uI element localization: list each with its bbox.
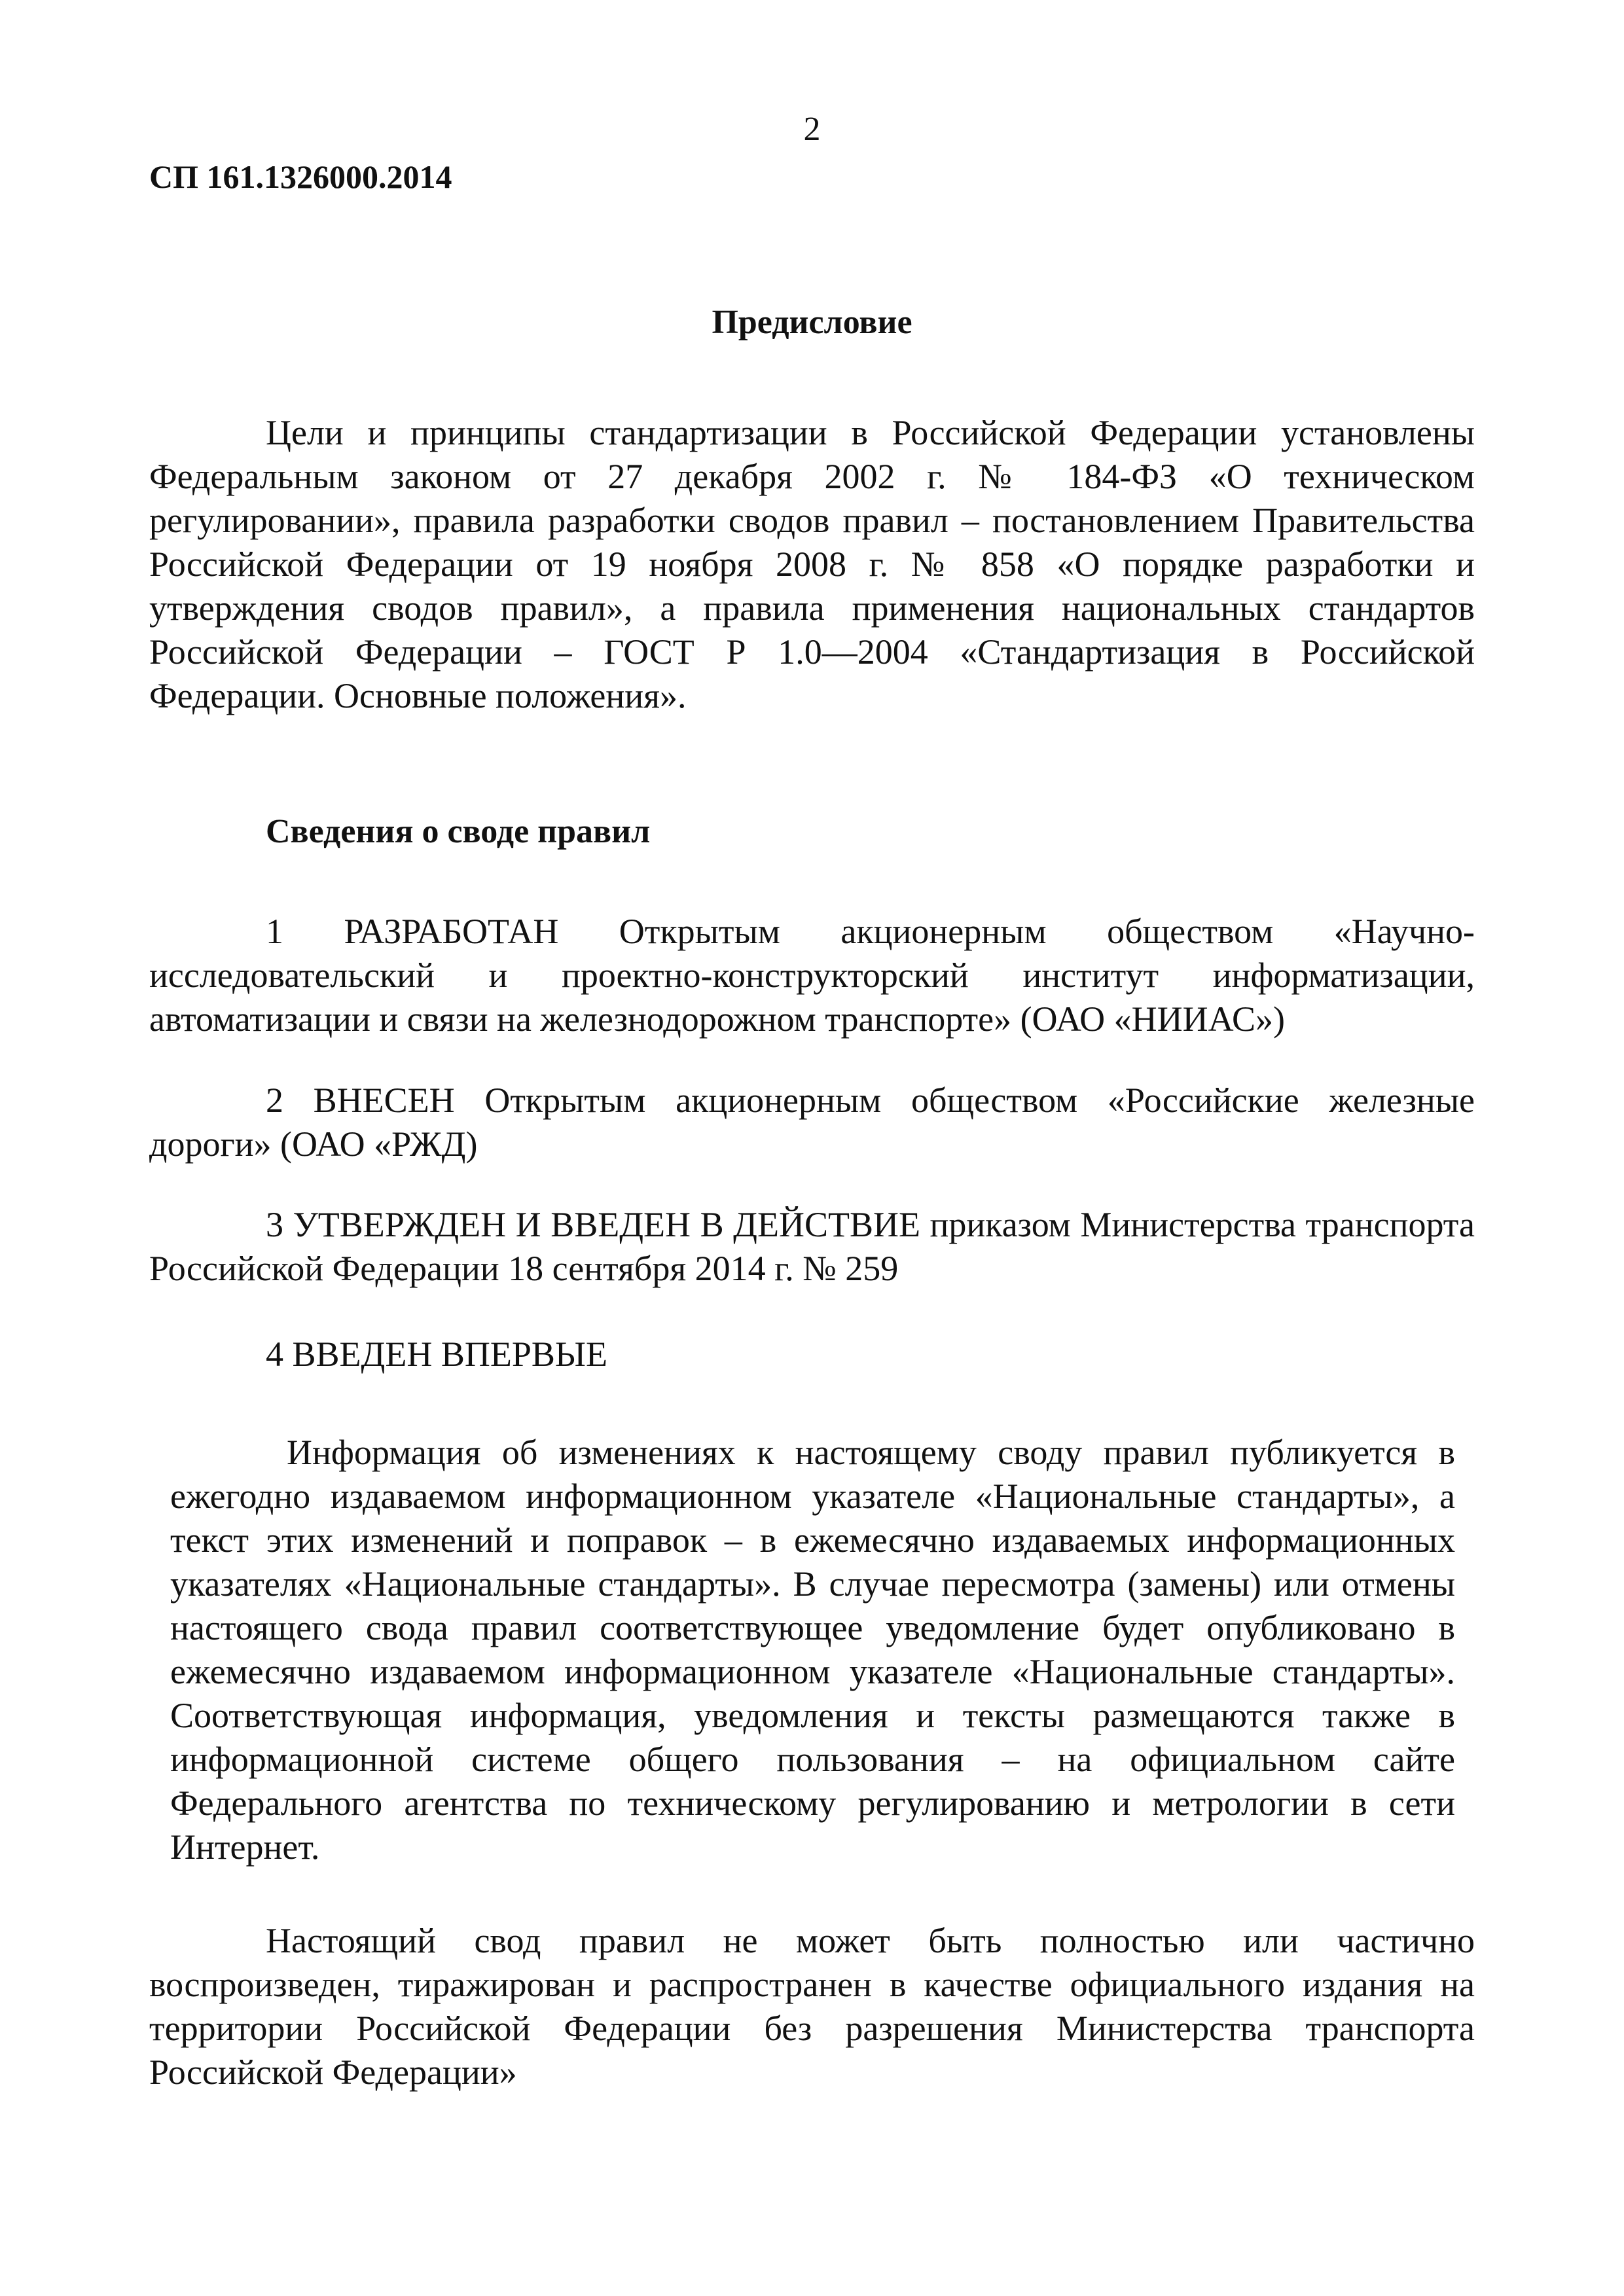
list-item-approved: 3 УТВЕРЖДЕН И ВВЕДЕН В ДЕЙСТВИЕ приказом Министерства транспорта Российской Федерации 18 сентября 2014 г. № 259 <box>149 1205 1475 1288</box>
info-heading: Сведения о своде правил <box>266 813 651 850</box>
copyright-paragraph: Настоящий свод правил не может быть полностью или частично воспроизведен, тиражирован и распространен в качестве официального издания на территории Российской Федерации без разрешения Министерства транспорта Российской Федерации» <box>149 1921 1475 2092</box>
foreword-paragraph: Цели и принципы стандартизации в Российской Федерации установлены Федеральным законом от 27 декабря 2002 г. № 184-ФЗ «О техническом регулировании», правила разработки сводов правил – постановлением Правительства Российской Федерации от 19 ноября 2008 г. № 858 «О порядке разработки и утверждения сводов правил», а правила применения национальных стандартов Российской Федерации – ГОСТ Р 1.0—2004 «Стандартизация в Российской Федерации. Основные положения». <box>149 413 1475 715</box>
page-title: Предисловие <box>712 304 912 341</box>
changes-info-paragraph: Информация об изменениях к настоящему своду правил публикуется в ежегодно издаваемом информационном указателе «Национальные стандарты», а текст этих изменений и поправок – в ежемесячно издаваемых информационных указателях «Национальные стандарты». В случае пересмотра (замены) или отмены настоящего свода правил соответствующее уведомление будет опубликовано в ежемесячно издаваемом информационном указателе «Национальные стандарты». Соответствующая информация, уведомления и тексты размещаются также в информационной системе общего пользования – на официальном сайте Федерального агентства по техническому регулированию и метрологии в сети Интернет. <box>170 1433 1455 1867</box>
document-code: СП 161.1326000.2014 <box>149 158 452 195</box>
list-item-submitted: 2 ВНЕСЕН Открытым акционерным обществом «Российские железные дороги» (ОАО «РЖД) <box>149 1081 1475 1164</box>
page-number: 2 <box>803 111 821 148</box>
list-item-developed: 1 РАЗРАБОТАН Открытым акционерным обществом «Научно-исследовательский и проектно-конструкторский институт информатизации, автоматизации и связи на железнодорожном транспорте» (ОАО «НИИАС») <box>149 912 1475 1039</box>
list-item-introduced: 4 ВВЕДЕН ВПЕРВЫЕ <box>266 1335 607 1374</box>
